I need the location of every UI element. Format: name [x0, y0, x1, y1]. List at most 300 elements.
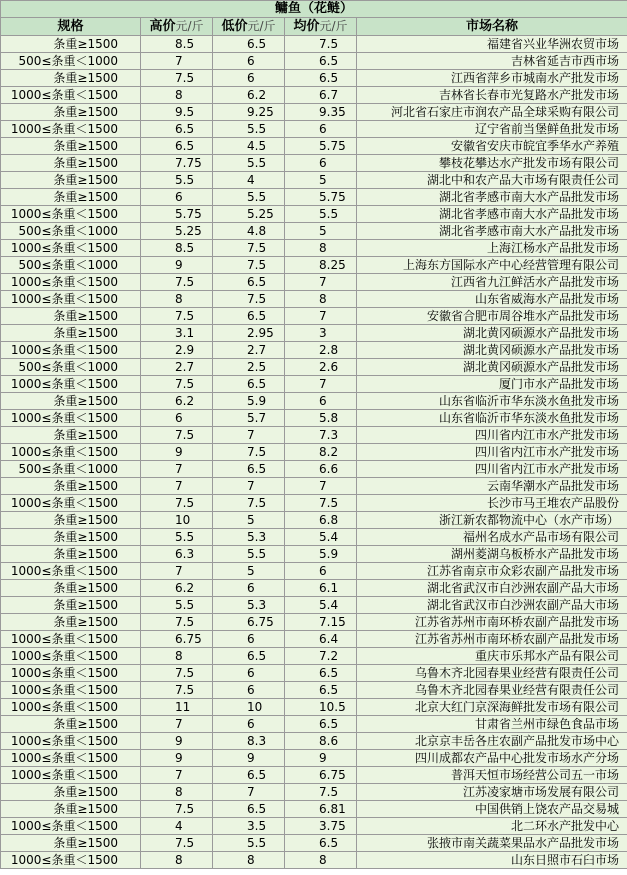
cell-low: 4: [213, 172, 285, 189]
cell-high: 5.5: [141, 529, 213, 546]
cell-spec: 1000≤条重＜1500: [1, 291, 141, 308]
table-row: [1, 733, 627, 750]
table-row: [1, 308, 627, 325]
cell-avg: 7: [285, 478, 357, 495]
cell-avg: 6.5: [285, 665, 357, 682]
cell-market: 山东省临沂市华东淡水鱼批发市场: [357, 393, 627, 410]
header-spec: 规格: [1, 18, 141, 36]
cell-avg: 7.5: [285, 495, 357, 512]
cell-spec: 1000≤条重＜1500: [1, 648, 141, 665]
cell-avg: 8: [285, 852, 357, 869]
table-row: [1, 495, 627, 512]
table-row: [1, 716, 627, 733]
cell-spec: 条重≥1500: [1, 512, 141, 529]
cell-low: 6: [213, 716, 285, 733]
cell-market: 江苏省苏州市南环桥农副产品批发市场: [357, 614, 627, 631]
cell-avg: 6.1: [285, 580, 357, 597]
cell-low: 7.5: [213, 495, 285, 512]
cell-low: 7.5: [213, 240, 285, 257]
cell-market: 福州名成水产品市场有限公司: [357, 529, 627, 546]
cell-high: 6.3: [141, 546, 213, 563]
header-avg: [285, 18, 357, 36]
cell-market: 上海江杨水产品批发市场: [357, 240, 627, 257]
cell-high: 8.5: [141, 36, 213, 53]
cell-spec: 1000≤条重＜1500: [1, 682, 141, 699]
cell-high: 7.5: [141, 665, 213, 682]
cell-low: 7: [213, 427, 285, 444]
cell-spec: 500≤条重＜1000: [1, 257, 141, 274]
table-title: 鳙鱼（花鲢）: [1, 1, 627, 18]
cell-spec: 500≤条重＜1000: [1, 359, 141, 376]
table-row: [1, 529, 627, 546]
cell-avg: 5.5: [285, 206, 357, 223]
cell-low: 6.5: [213, 767, 285, 784]
cell-high: 3.1: [141, 325, 213, 342]
header-avg-label: 均价: [293, 19, 320, 34]
table-row: [1, 784, 627, 801]
cell-avg: 6.6: [285, 461, 357, 478]
table-row: [1, 563, 627, 580]
cell-spec: 条重≥1500: [1, 716, 141, 733]
cell-low: 7.5: [213, 291, 285, 308]
cell-low: 5.5: [213, 835, 285, 852]
cell-spec: 1000≤条重＜1500: [1, 563, 141, 580]
cell-market: 安徽省安庆市皖宜季华水产养殖: [357, 138, 627, 155]
cell-avg: 8: [285, 240, 357, 257]
cell-high: 6.5: [141, 121, 213, 138]
cell-spec: 1000≤条重＜1500: [1, 240, 141, 257]
cell-market: 上海东方国际水产中心经营管理有限公司: [357, 257, 627, 274]
table-row: [1, 155, 627, 172]
cell-low: 2.95: [213, 325, 285, 342]
table-row: [1, 852, 627, 869]
cell-high: 6.5: [141, 138, 213, 155]
cell-low: 5.5: [213, 121, 285, 138]
cell-spec: 条重≥1500: [1, 478, 141, 495]
table-row: [1, 750, 627, 767]
cell-high: 7.5: [141, 376, 213, 393]
cell-high: 9: [141, 444, 213, 461]
table-body: [1, 36, 627, 869]
cell-high: 9: [141, 257, 213, 274]
cell-high: 7.75: [141, 155, 213, 172]
cell-spec: 条重≥1500: [1, 835, 141, 852]
cell-low: 5.5: [213, 189, 285, 206]
cell-spec: 条重≥1500: [1, 784, 141, 801]
cell-avg: 10.5: [285, 699, 357, 716]
cell-high: 7.5: [141, 801, 213, 818]
table-row: [1, 87, 627, 104]
cell-high: 7: [141, 461, 213, 478]
cell-avg: 7: [285, 376, 357, 393]
cell-market: 浙江新农都物流中心（水产市场）: [357, 512, 627, 529]
cell-market: 山东省临沂市华东淡水鱼批发市场: [357, 410, 627, 427]
cell-high: 7: [141, 767, 213, 784]
table-row: [1, 597, 627, 614]
cell-market: 湖北省武汉市白沙洲农副产品大市场: [357, 597, 627, 614]
cell-high: 8: [141, 784, 213, 801]
cell-spec: 1000≤条重＜1500: [1, 376, 141, 393]
cell-spec: 500≤条重＜1000: [1, 53, 141, 70]
table-row: [1, 121, 627, 138]
cell-avg: 8.2: [285, 444, 357, 461]
cell-high: 9: [141, 750, 213, 767]
cell-avg: 7.2: [285, 648, 357, 665]
cell-market: 四川省内江市水产批发市场: [357, 444, 627, 461]
cell-avg: 7.5: [285, 784, 357, 801]
cell-market: 攀枝花攀达水产批发市场有限公司: [357, 155, 627, 172]
cell-market: 山东日照市石臼市场: [357, 852, 627, 869]
cell-low: 6: [213, 53, 285, 70]
cell-low: 6: [213, 665, 285, 682]
table-row: [1, 665, 627, 682]
cell-high: 7.5: [141, 308, 213, 325]
table-row: [1, 444, 627, 461]
cell-spec: 条重≥1500: [1, 325, 141, 342]
cell-spec: 1000≤条重＜1500: [1, 444, 141, 461]
table-row: [1, 359, 627, 376]
cell-market: 湖州菱湖乌板桥水产品批发市场: [357, 546, 627, 563]
header-high-unit: 元/斤: [175, 19, 204, 33]
cell-market: 北二环水产批发中心: [357, 818, 627, 835]
cell-spec: 1000≤条重＜1500: [1, 410, 141, 427]
cell-spec: 500≤条重＜1000: [1, 461, 141, 478]
cell-low: 3.5: [213, 818, 285, 835]
cell-avg: 6: [285, 563, 357, 580]
cell-low: 6.2: [213, 87, 285, 104]
cell-low: 7: [213, 478, 285, 495]
table-row: [1, 478, 627, 495]
cell-high: 8: [141, 852, 213, 869]
cell-avg: 5.8: [285, 410, 357, 427]
cell-market: 湖北省孝感市南大水产品批发市场: [357, 223, 627, 240]
cell-spec: 1000≤条重＜1500: [1, 699, 141, 716]
cell-spec: 条重≥1500: [1, 36, 141, 53]
header-market: 市场名称: [357, 18, 627, 36]
cell-market: 北京大红门京深海鲜批发市场有限公司: [357, 699, 627, 716]
cell-high: 6.2: [141, 393, 213, 410]
cell-spec: 1000≤条重＜1500: [1, 495, 141, 512]
table-row: [1, 461, 627, 478]
table-row: [1, 342, 627, 359]
cell-avg: 6.8: [285, 512, 357, 529]
cell-low: 5.25: [213, 206, 285, 223]
cell-spec: 条重≥1500: [1, 172, 141, 189]
cell-low: 6: [213, 580, 285, 597]
cell-high: 5.25: [141, 223, 213, 240]
cell-spec: 条重≥1500: [1, 801, 141, 818]
cell-low: 5.5: [213, 155, 285, 172]
cell-spec: 条重≥1500: [1, 308, 141, 325]
cell-market: 普洱天恒市场经营公司五一市场: [357, 767, 627, 784]
cell-market: 江苏凌家塘市场发展有限公司: [357, 784, 627, 801]
cell-high: 7.5: [141, 70, 213, 87]
table-row: [1, 223, 627, 240]
table-row: [1, 767, 627, 784]
cell-high: 7: [141, 716, 213, 733]
cell-market: 湖北黄冈硕源水产品批发市场: [357, 342, 627, 359]
cell-low: 9: [213, 750, 285, 767]
header-high-label: 高价: [149, 19, 176, 34]
cell-market: 张掖市南关蔬菜果品水产品批发市场: [357, 835, 627, 852]
cell-market: 江西省九江鲜活水产品批发市场: [357, 274, 627, 291]
cell-low: 8.3: [213, 733, 285, 750]
cell-high: 7.5: [141, 495, 213, 512]
cell-spec: 500≤条重＜1000: [1, 223, 141, 240]
cell-spec: 1000≤条重＜1500: [1, 121, 141, 138]
cell-market: 江苏省苏州市南环桥农副产品批发市场: [357, 631, 627, 648]
cell-market: 湖北黄冈硕源水产品批发市场: [357, 325, 627, 342]
table-row: [1, 512, 627, 529]
cell-high: 5.5: [141, 597, 213, 614]
table-row: [1, 699, 627, 716]
cell-spec: 条重≥1500: [1, 580, 141, 597]
cell-high: 5.5: [141, 172, 213, 189]
cell-high: 7.5: [141, 427, 213, 444]
cell-high: 7: [141, 478, 213, 495]
cell-spec: 条重≥1500: [1, 138, 141, 155]
table-row: [1, 410, 627, 427]
cell-market: 山东省威海水产品批发市场: [357, 291, 627, 308]
cell-low: 5.5: [213, 546, 285, 563]
table-row: [1, 546, 627, 563]
cell-avg: 7: [285, 308, 357, 325]
cell-high: 6: [141, 189, 213, 206]
cell-low: 2.5: [213, 359, 285, 376]
cell-spec: 条重≥1500: [1, 546, 141, 563]
table-row: [1, 274, 627, 291]
cell-low: 6: [213, 631, 285, 648]
cell-avg: 5.4: [285, 529, 357, 546]
header-row: [1, 18, 627, 36]
cell-avg: 5.4: [285, 597, 357, 614]
cell-high: 2.9: [141, 342, 213, 359]
header-high: [141, 18, 213, 36]
cell-high: 7: [141, 53, 213, 70]
table-row: [1, 835, 627, 852]
cell-low: 5.3: [213, 597, 285, 614]
cell-avg: 6.5: [285, 835, 357, 852]
table-row: [1, 631, 627, 648]
cell-avg: 6.7: [285, 87, 357, 104]
cell-market: 湖北省孝感市南大水产品批发市场: [357, 206, 627, 223]
table-row: [1, 206, 627, 223]
cell-market: 四川成都农产品中心批发市场水产分场: [357, 750, 627, 767]
cell-avg: 6: [285, 155, 357, 172]
cell-high: 6.2: [141, 580, 213, 597]
cell-high: 7.5: [141, 274, 213, 291]
cell-low: 10: [213, 699, 285, 716]
cell-market: 北京京丰岳各庄农副产品批发市场中心: [357, 733, 627, 750]
cell-spec: 条重≥1500: [1, 614, 141, 631]
cell-market: 吉林省延吉市西市场: [357, 53, 627, 70]
cell-market: 厦门市水产品批发市场: [357, 376, 627, 393]
table-row: [1, 172, 627, 189]
table-row: [1, 257, 627, 274]
cell-market: 乌鲁木齐北园春果业经营有限责任公司: [357, 682, 627, 699]
cell-avg: 6.5: [285, 70, 357, 87]
table-row: [1, 240, 627, 257]
cell-low: 6.5: [213, 648, 285, 665]
cell-low: 6.5: [213, 36, 285, 53]
cell-avg: 6: [285, 121, 357, 138]
cell-avg: 7.5: [285, 36, 357, 53]
cell-market: 江西省萍乡市城南水产批发市场: [357, 70, 627, 87]
table-row: [1, 70, 627, 87]
cell-high: 8: [141, 291, 213, 308]
cell-low: 6: [213, 70, 285, 87]
cell-high: 7.5: [141, 682, 213, 699]
table-row: [1, 648, 627, 665]
cell-low: 5: [213, 563, 285, 580]
cell-market: 重庆市乐邦水产品有限公司: [357, 648, 627, 665]
cell-low: 6: [213, 682, 285, 699]
cell-avg: 5: [285, 223, 357, 240]
cell-high: 5.75: [141, 206, 213, 223]
cell-low: 6.5: [213, 308, 285, 325]
cell-avg: 6.5: [285, 716, 357, 733]
cell-market: 甘肃省兰州市绿色食品市场: [357, 716, 627, 733]
cell-market: 四川省内江市水产批发市场: [357, 461, 627, 478]
cell-low: 7: [213, 784, 285, 801]
table-row: [1, 682, 627, 699]
cell-low: 5.9: [213, 393, 285, 410]
cell-high: 7.5: [141, 614, 213, 631]
cell-spec: 1000≤条重＜1500: [1, 631, 141, 648]
cell-avg: 9: [285, 750, 357, 767]
cell-spec: 条重≥1500: [1, 529, 141, 546]
cell-high: 8.5: [141, 240, 213, 257]
cell-avg: 6: [285, 393, 357, 410]
cell-spec: 条重≥1500: [1, 427, 141, 444]
cell-spec: 1000≤条重＜1500: [1, 750, 141, 767]
cell-avg: 8.6: [285, 733, 357, 750]
table-row: [1, 36, 627, 53]
cell-market: 吉林省长春市光复路水产批发市场: [357, 87, 627, 104]
cell-spec: 1000≤条重＜1500: [1, 665, 141, 682]
cell-avg: 7.3: [285, 427, 357, 444]
cell-low: 4.5: [213, 138, 285, 155]
cell-avg: 6.5: [285, 682, 357, 699]
cell-high: 9.5: [141, 104, 213, 121]
cell-market: 江苏省南京市众彩农副产品批发市场: [357, 563, 627, 580]
cell-low: 6.5: [213, 376, 285, 393]
cell-avg: 2.8: [285, 342, 357, 359]
cell-low: 7.5: [213, 257, 285, 274]
cell-spec: 1000≤条重＜1500: [1, 342, 141, 359]
table-row: [1, 189, 627, 206]
cell-market: 云南华潮水产品批发市场: [357, 478, 627, 495]
cell-low: 8: [213, 852, 285, 869]
table-row: [1, 614, 627, 631]
cell-market: 四川省内江市水产批发市场: [357, 427, 627, 444]
cell-spec: 条重≥1500: [1, 393, 141, 410]
header-low: [213, 18, 285, 36]
cell-high: 9: [141, 733, 213, 750]
title-row: [1, 1, 627, 18]
cell-low: 2.7: [213, 342, 285, 359]
cell-low: 9.25: [213, 104, 285, 121]
cell-low: 5: [213, 512, 285, 529]
cell-market: 湖北黄冈硕源水产品批发市场: [357, 359, 627, 376]
cell-avg: 7.15: [285, 614, 357, 631]
table-row: [1, 104, 627, 121]
cell-low: 6.5: [213, 274, 285, 291]
cell-high: 10: [141, 512, 213, 529]
cell-avg: 6.75: [285, 767, 357, 784]
cell-spec: 1000≤条重＜1500: [1, 852, 141, 869]
cell-high: 11: [141, 699, 213, 716]
cell-high: 8: [141, 648, 213, 665]
table-row: [1, 53, 627, 70]
cell-avg: 5: [285, 172, 357, 189]
cell-low: 6.5: [213, 461, 285, 478]
table-row: [1, 376, 627, 393]
table-row: [1, 393, 627, 410]
cell-high: 7.5: [141, 835, 213, 852]
cell-spec: 条重≥1500: [1, 70, 141, 87]
cell-market: 湖北省武汉市白沙洲农副产品大市场: [357, 580, 627, 597]
cell-high: 6: [141, 410, 213, 427]
cell-avg: 7: [285, 274, 357, 291]
table-row: [1, 818, 627, 835]
cell-low: 4.8: [213, 223, 285, 240]
cell-high: 6.75: [141, 631, 213, 648]
cell-avg: 6.81: [285, 801, 357, 818]
cell-market: 乌鲁木齐北园春果业经营有限责任公司: [357, 665, 627, 682]
cell-spec: 1000≤条重＜1500: [1, 206, 141, 223]
table-row: [1, 801, 627, 818]
cell-spec: 条重≥1500: [1, 155, 141, 172]
cell-market: 河北省石家庄市润农产品全球采购有限公司: [357, 104, 627, 121]
cell-market: 辽宁省前当堡鲜鱼批发市场: [357, 121, 627, 138]
cell-avg: 9.35: [285, 104, 357, 121]
table-row: [1, 138, 627, 155]
cell-low: 6.5: [213, 801, 285, 818]
table-row: [1, 325, 627, 342]
header-low-unit: 元/斤: [247, 19, 276, 33]
cell-market: 安徽省合肥市周谷堆水产品批发市场: [357, 308, 627, 325]
cell-low: 5.7: [213, 410, 285, 427]
cell-avg: 8: [285, 291, 357, 308]
cell-low: 7.5: [213, 444, 285, 461]
cell-spec: 条重≥1500: [1, 104, 141, 121]
cell-spec: 1000≤条重＜1500: [1, 818, 141, 835]
cell-avg: 5.75: [285, 189, 357, 206]
cell-spec: 条重≥1500: [1, 597, 141, 614]
cell-low: 6.75: [213, 614, 285, 631]
cell-high: 7: [141, 563, 213, 580]
cell-high: 4: [141, 818, 213, 835]
header-low-label: 低价: [221, 19, 248, 34]
cell-market: 湖北省孝感市南大水产品批发市场: [357, 189, 627, 206]
table-row: [1, 427, 627, 444]
cell-avg: 6.4: [285, 631, 357, 648]
cell-avg: 5.75: [285, 138, 357, 155]
cell-high: 2.7: [141, 359, 213, 376]
cell-avg: 8.25: [285, 257, 357, 274]
cell-avg: 3: [285, 325, 357, 342]
cell-avg: 3.75: [285, 818, 357, 835]
cell-high: 8: [141, 87, 213, 104]
cell-spec: 1000≤条重＜1500: [1, 767, 141, 784]
table-row: [1, 291, 627, 308]
cell-market: 中国供销上饶农产品交易城: [357, 801, 627, 818]
cell-market: 福建省兴业华洲农贸市场: [357, 36, 627, 53]
cell-avg: 5.9: [285, 546, 357, 563]
table-row: [1, 580, 627, 597]
cell-low: 5.3: [213, 529, 285, 546]
